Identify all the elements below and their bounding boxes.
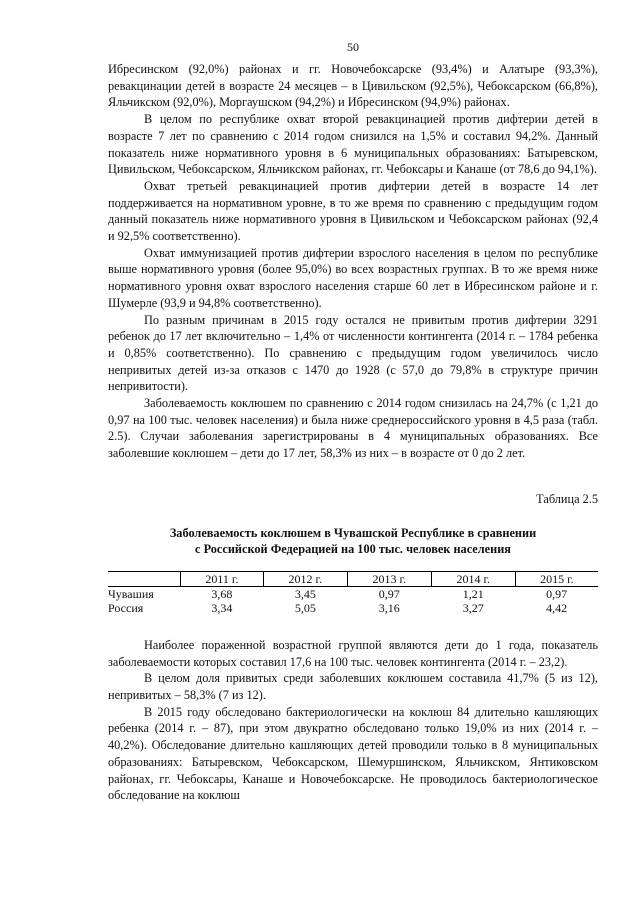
table-header-row bbox=[108, 571, 598, 586]
document-page bbox=[108, 40, 598, 804]
paragraph: Заболеваемость коклюшем по сравнению с 2014 годом снизилась на 24,7% (с 1,21 до 0,97 на 100 тыс. человек населения) и была ниже среднероссийского уровня в 4,5 раза (табл. 2.5). Случаи заболевания зарегистрированы в 4 муниципальных образованиях. Все заболевшие коклюшем – дети до 17 лет, 58,3% из них – в возрасте от 0 до 2 лет. bbox=[108, 396, 598, 461]
table-cell: 3,45 bbox=[294, 586, 316, 601]
body-text-bottom bbox=[108, 637, 598, 804]
table-title bbox=[108, 525, 598, 558]
table-cell: 4,42 bbox=[546, 600, 568, 615]
pertussis-table bbox=[108, 571, 598, 615]
table-row bbox=[108, 601, 598, 615]
table-corner-cell bbox=[108, 571, 181, 586]
paragraph: Ибресинском (92,0%) районах и гг. Новочебоксарске (93,4%) и Алатыре (93,3%), ревакцинации детей в возрасте 24 месяцев – в Цивильском (92,5%), Чебоксарском (66,8%), Яльчикском (92,0%), Моргаушском (94,2%) и Ибресинском (94,9%) районах. bbox=[108, 62, 598, 110]
table-cell: 3,34 bbox=[211, 600, 233, 615]
table-header-cell: 2012 г. bbox=[263, 571, 347, 586]
table-region-cell: Россия bbox=[108, 600, 144, 615]
paragraph: В целом по республике охват второй ревакцинацией против дифтерии детей в возрасте 7 лет по сравнению с 2014 годом снизился на 1,5% и составил 94,2%. Данный показатель ниже нормативного уровня в 6 муниципальных образованиях: Батыревском, Цивильском, Чебоксарском, Яльчикском районах, гг. Чебоксары и Канаше (от 78,6 до 94,1%). bbox=[108, 112, 598, 177]
paragraph: Наиболее пораженной возрастной группой являются дети до 1 года, показатель заболеваемости которых составил 17,6 на 100 тыс. человек контингента (2014 г. – 23,2). bbox=[108, 637, 598, 669]
table-header-cell: 2014 г. bbox=[431, 571, 515, 586]
body-text-top bbox=[108, 61, 598, 462]
table-cell: 3,68 bbox=[211, 586, 233, 601]
paragraph: В 2015 году обследовано бактериологически на коклюш 84 длительно кашляющих ребенка (2014 г. – 87), при этом двукратно обследовано только 19,0% из них (2014 г. – 40,2%). Обследование длительно кашляющих детей проводили только в 8 муниципальных образованиях: Батыревском, Чебоксарском, Шемуршинском, Яльчикском, Янтиковском районах, гг. Чебоксары, Канаше и Новочебоксарске. Не проводилось бактериологическое обследование на коклюш bbox=[108, 704, 598, 803]
page-number: 50 bbox=[347, 40, 359, 54]
table-label: Таблица 2.5 bbox=[536, 491, 598, 506]
paragraph: В целом доля привитых среди заболевших коклюшем составила 41,7% (5 из 12), непривитых – 58,3% (7 из 12). bbox=[108, 671, 598, 702]
table-title-line: Заболеваемость коклюшем в Чувашской Республике в сравнении bbox=[169, 525, 537, 540]
table-title-line: с Российской Федерацией на 100 тыс. человек населения bbox=[195, 542, 511, 557]
table-cell: 3,16 bbox=[378, 600, 400, 615]
table-header-cell: 2015 г. bbox=[515, 571, 598, 586]
paragraph: Охват иммунизацией против дифтерии взрослого населения в целом по республике выше нормативного уровня (более 95,0%) во всех возрастных группах. В то же время ниже нормативного уровня охват взрослого населения старше 60 лет в Ибресинском районе и г. Шумерле (93,9 и 94,8% соответственно). bbox=[108, 245, 598, 310]
table-cell: 5,05 bbox=[294, 600, 316, 615]
table-region-cell: Чувашия bbox=[108, 586, 154, 601]
table-cell: 1,21 bbox=[462, 586, 484, 601]
table-cell: 0,97 bbox=[546, 586, 568, 601]
paragraph: По разным причинам в 2015 году остался не привитым против дифтерии 3291 ребенок до 17 лет включительно – 1,4% от численности контингента (2014 г. – 1784 ребенка и 0,85% соответственно). По сравнению с предыдущим годом увеличилось число непривитых детей из-за отказов с 1470 до 1928 (с 57,0 до 79,8% в структуре причин непривитости). bbox=[108, 312, 598, 394]
table-row bbox=[108, 586, 598, 601]
table-cell: 0,97 bbox=[378, 586, 400, 601]
table-header-cell: 2011 г. bbox=[181, 571, 264, 586]
table-cell: 3,27 bbox=[462, 600, 484, 615]
paragraph: Охват третьей ревакцинацией против дифтерии детей в возрасте 14 лет поддерживается на нормативном уровне, в то же время по сравнению с предыдущим годом данный показатель ниже нормативного уровня в Цивильском и Чебоксарском районах (92,4 и 92,5% соответственно). bbox=[108, 178, 598, 244]
table-header-cell: 2013 г. bbox=[347, 571, 431, 586]
